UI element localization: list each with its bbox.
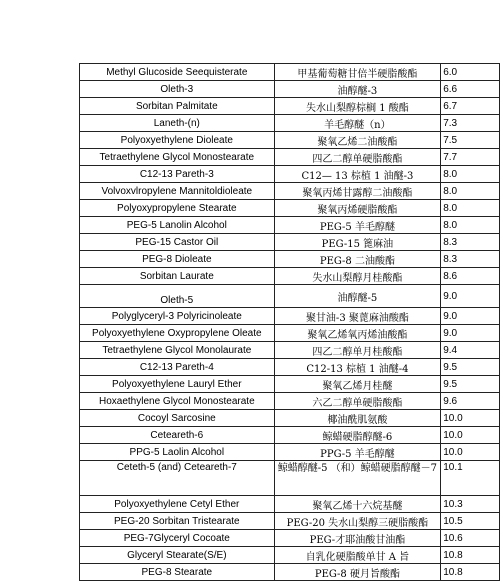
- table-row: [80, 132, 500, 149]
- hlb-value-cell: 10.8: [441, 564, 500, 581]
- hlb-value-cell: 8.3: [441, 234, 500, 251]
- emulsifier-name-cell: Ceteth-5 (and) Ceteareth-7: [80, 461, 275, 496]
- table-row: [80, 285, 500, 308]
- emulsifier-name-cell: PEG-7Glyceryl Cocoate: [80, 530, 275, 547]
- table-row: [80, 427, 500, 444]
- hlb-value-cell: 10.5: [441, 513, 500, 530]
- chinese-name-cell: 自乳化硬脂酸单甘 A 旨: [274, 547, 441, 564]
- chinese-name-cell: 鲸蜡硬脂醇醚-6: [274, 427, 441, 444]
- emulsifier-name-cell: Hoxaethylene Glycol Monostearate: [80, 393, 275, 410]
- hlb-table-body: [80, 64, 500, 581]
- chinese-name-cell: PPG-5 羊毛醇醚: [274, 444, 441, 461]
- emulsifier-name-cell: Tetraethylene Glycol Monolaurate: [80, 342, 275, 359]
- emulsifier-name-cell: PEG-15 Castor Oil: [80, 234, 275, 251]
- hlb-value-cell: 8.0: [441, 183, 500, 200]
- table-row: [80, 251, 500, 268]
- table-row: [80, 325, 500, 342]
- chinese-name-cell: 椰油酰肌氨酸: [274, 410, 441, 427]
- chinese-name-cell: 聚氧丙烯甘露醇二油酸酯: [274, 183, 441, 200]
- table-row: [80, 98, 500, 115]
- chinese-name-cell: 聚氧丙烯硬脂酸酯: [274, 200, 441, 217]
- table-row: [80, 359, 500, 376]
- hlb-value-cell: 9.0: [441, 285, 500, 308]
- table-row: [80, 200, 500, 217]
- table-row: [80, 547, 500, 564]
- hlb-value-cell: 9.6: [441, 393, 500, 410]
- chinese-name-cell: 油醇醚-5: [274, 285, 441, 308]
- table-row: [80, 496, 500, 513]
- hlb-value-cell: 8.0: [441, 166, 500, 183]
- table-row: [80, 115, 500, 132]
- hlb-value-cell: 6.7: [441, 98, 500, 115]
- table-row: [80, 461, 500, 496]
- emulsifier-name-cell: Polyoxyethylene Lauryl Ether: [80, 376, 275, 393]
- hlb-value-cell: 9.0: [441, 325, 500, 342]
- hlb-value-cell: 10.3: [441, 496, 500, 513]
- emulsifier-name-cell: PEG-8 Dioleate: [80, 251, 275, 268]
- emulsifier-name-cell: C12-13 Pareth-4: [80, 359, 275, 376]
- chinese-name-cell: 聚氧乙烯月桂醚: [274, 376, 441, 393]
- emulsifier-name-cell: Volvoxvlropylene Mannitoldioleate: [80, 183, 275, 200]
- hlb-value-cell: 6.0: [441, 64, 500, 81]
- table-row: [80, 513, 500, 530]
- chinese-name-cell: 油醇醚-3: [274, 81, 441, 98]
- hlb-value-cell: 6.6: [441, 81, 500, 98]
- hlb-value-cell: 8.3: [441, 251, 500, 268]
- emulsifier-name-cell: Laneth-(n): [80, 115, 275, 132]
- hlb-value-cell: 8.0: [441, 200, 500, 217]
- emulsifier-name-cell: Ceteareth-6: [80, 427, 275, 444]
- emulsifier-name-cell: PEG-5 Lanolin Alcohol: [80, 217, 275, 234]
- table-row: [80, 149, 500, 166]
- hlb-value-cell: 10.0: [441, 410, 500, 427]
- chinese-name-cell: 聚氧乙烯二油酸酯: [274, 132, 441, 149]
- chinese-name-cell: 甲基葡萄糖甘倍半硬脂酸酯: [274, 64, 441, 81]
- chinese-name-cell: PEG-15 篦麻油: [274, 234, 441, 251]
- chinese-name-cell: PEG-8 二油酸酯: [274, 251, 441, 268]
- emulsifier-name-cell: C12-13 Pareth-3: [80, 166, 275, 183]
- table-row: [80, 234, 500, 251]
- chinese-name-cell: 失水山梨醇月桂酸酯: [274, 268, 441, 285]
- table-row: [80, 342, 500, 359]
- table-row: [80, 410, 500, 427]
- emulsifier-name-cell: PEG-8 Stearate: [80, 564, 275, 581]
- chinese-name-cell: 鲸蜡醇醚-5 （和）鲸蜡硬脂醇醚－7: [274, 461, 441, 496]
- hlb-value-cell: 9.4: [441, 342, 500, 359]
- chinese-name-cell: 羊毛醇醚（n）: [274, 115, 441, 132]
- table-row: [80, 183, 500, 200]
- hlb-value-cell: 10.0: [441, 427, 500, 444]
- hlb-value-cell: 10.1: [441, 461, 500, 496]
- emulsifier-name-cell: Methyl Glucoside Seequisterate: [80, 64, 275, 81]
- emulsifier-name-cell: Oleth-5: [80, 285, 275, 308]
- table-row: [80, 393, 500, 410]
- chinese-name-cell: 四乙二醇单硬脂酸酯: [274, 149, 441, 166]
- hlb-value-cell: 7.5: [441, 132, 500, 149]
- chinese-name-cell: C12-13 棕植 1 油醚-4: [274, 359, 441, 376]
- table-row: [80, 444, 500, 461]
- hlb-value-cell: 10.8: [441, 547, 500, 564]
- table-row: [80, 166, 500, 183]
- table-row: [80, 376, 500, 393]
- emulsifier-name-cell: Polyoxyethylene Dioleate: [80, 132, 275, 149]
- emulsifier-name-cell: Polyglyceryl-3 Polyricinoleate: [80, 308, 275, 325]
- chinese-name-cell: PEG-8 硬月旨酸酯: [274, 564, 441, 581]
- hlb-value-cell: 9.5: [441, 359, 500, 376]
- emulsifier-name-cell: Glyceryl Stearate(S/E): [80, 547, 275, 564]
- table-row: [80, 530, 500, 547]
- hlb-table: [79, 63, 500, 581]
- table-row: [80, 564, 500, 581]
- hlb-value-cell: 8.6: [441, 268, 500, 285]
- hlb-value-cell: 7.7: [441, 149, 500, 166]
- hlb-value-cell: 7.3: [441, 115, 500, 132]
- chinese-name-cell: 四乙二醇单月桂酸酯: [274, 342, 441, 359]
- chinese-name-cell: PEG-5 羊毛醇醚: [274, 217, 441, 234]
- emulsifier-name-cell: Oleth-3: [80, 81, 275, 98]
- emulsifier-name-cell: PPG-5 Laolin Alcohol: [80, 444, 275, 461]
- table-row: [80, 64, 500, 81]
- emulsifier-name-cell: PEG-20 Sorbitan Tristearate: [80, 513, 275, 530]
- chinese-name-cell: 六乙二醇单硬脂酸酯: [274, 393, 441, 410]
- emulsifier-name-cell: Polyoxyethylene Cetyl Ether: [80, 496, 275, 513]
- table-row: [80, 308, 500, 325]
- hlb-value-cell: 9.0: [441, 308, 500, 325]
- chinese-name-cell: PEG-才耶油酸甘油酯: [274, 530, 441, 547]
- hlb-value-cell: 10.0: [441, 444, 500, 461]
- emulsifier-name-cell: Polyoxyethylene Oxypropylene Oleate: [80, 325, 275, 342]
- chinese-name-cell: PEG-20 失水山梨醇三硬脂酸酯: [274, 513, 441, 530]
- emulsifier-name-cell: Tetraethylene Glycol Monostearate: [80, 149, 275, 166]
- table-row: [80, 217, 500, 234]
- hlb-value-cell: 9.5: [441, 376, 500, 393]
- hlb-value-cell: 8.0: [441, 217, 500, 234]
- chinese-name-cell: 聚氧乙烯氧丙烯油酸酯: [274, 325, 441, 342]
- emulsifier-name-cell: Sorbitan Laurate: [80, 268, 275, 285]
- chinese-name-cell: 聚氧乙烯十六烷基醚: [274, 496, 441, 513]
- table-row: [80, 81, 500, 98]
- chinese-name-cell: 失水山梨醇棕榈 1 酸酯: [274, 98, 441, 115]
- emulsifier-name-cell: Cocoyl Sarcosine: [80, 410, 275, 427]
- emulsifier-name-cell: Sorbitan Palmitate: [80, 98, 275, 115]
- chinese-name-cell: C12— 13 棕植 1 油醚-3: [274, 166, 441, 183]
- chinese-name-cell: 聚甘油-3 聚蓖麻油酸酯: [274, 308, 441, 325]
- hlb-value-cell: 10.6: [441, 530, 500, 547]
- table-row: [80, 268, 500, 285]
- emulsifier-name-cell: Polyoxypropylene Stearate: [80, 200, 275, 217]
